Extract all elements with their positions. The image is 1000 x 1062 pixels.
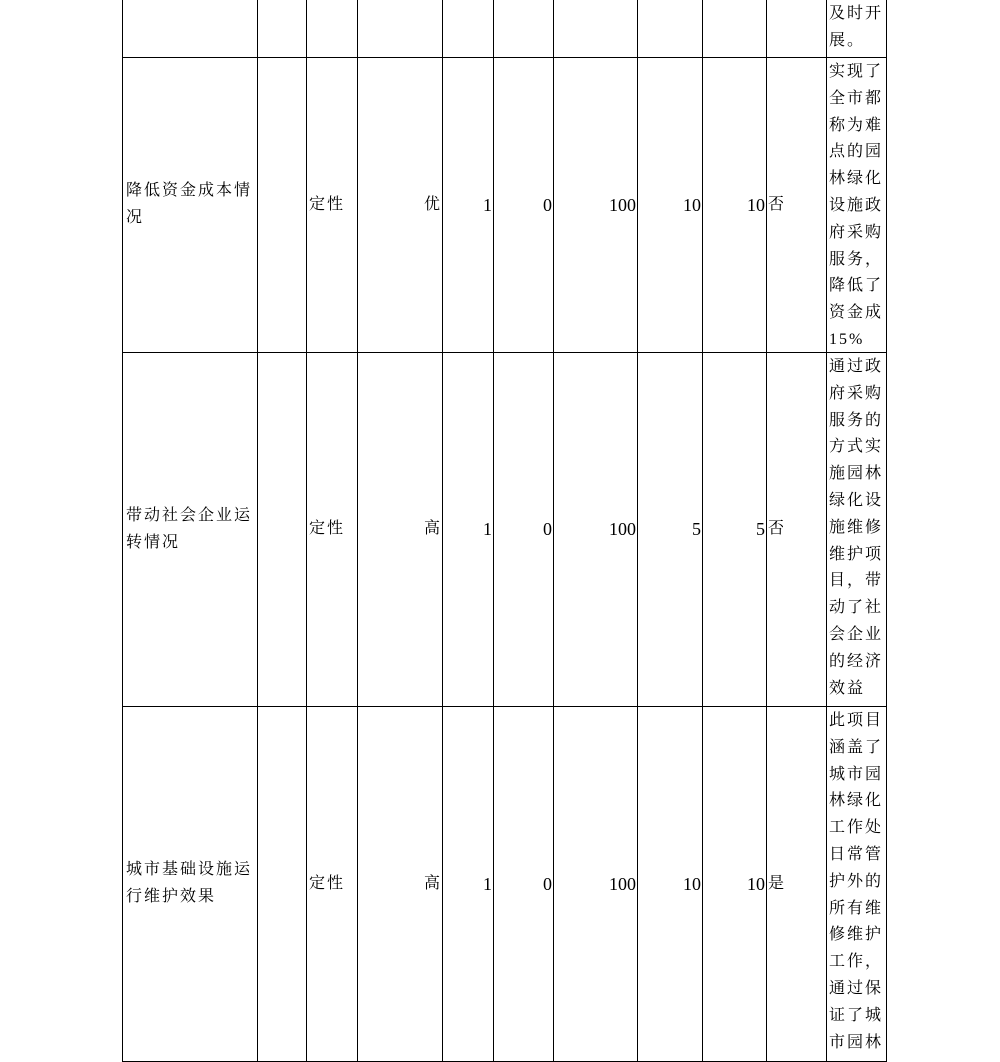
flag-cell	[767, 0, 827, 58]
evaluation-type-cell: 定性	[307, 707, 358, 1062]
note-cell	[827, 707, 887, 1062]
evaluation-type-cell	[307, 0, 358, 58]
value-cell: 100	[554, 707, 638, 1062]
value-cell: 0	[494, 707, 554, 1062]
note-text: 通过政府采购服务的方式实施园林绿化设施维修维护项目，带动了社会企业的经济效益	[829, 358, 884, 697]
evaluation-type-cell: 定性	[307, 58, 358, 353]
indicator-table	[122, 0, 887, 1062]
value-cell	[494, 0, 554, 58]
value-cell	[554, 0, 638, 58]
note-text: 此项目涵盖了城市园林绿化工作处日常管护外的所有维修维护工作，通过保证了城市园林	[829, 712, 884, 1051]
note-text: 实现了全市都称为难点的园林绿化设施政府采购服务，降低了资金成15%	[829, 63, 884, 348]
value-cell: 10	[638, 58, 703, 353]
value-cell: 10	[703, 58, 767, 353]
grade-cell	[358, 0, 443, 58]
grade-cell: 高	[358, 353, 443, 707]
blank-cell	[258, 707, 307, 1062]
note-text: 及时开展。	[829, 5, 884, 49]
flag-cell: 是	[767, 707, 827, 1062]
table-row	[123, 0, 887, 58]
value-cell: 1	[443, 58, 494, 353]
indicator-name-cell: 带动社会企业运转情况	[123, 353, 258, 707]
indicator-name-cell: 降低资金成本情况	[123, 58, 258, 353]
grade-cell: 优	[358, 58, 443, 353]
value-cell: 5	[638, 353, 703, 707]
value-cell: 10	[638, 707, 703, 1062]
value-cell: 10	[703, 707, 767, 1062]
value-cell	[703, 0, 767, 58]
value-cell: 1	[443, 707, 494, 1062]
value-cell: 1	[443, 353, 494, 707]
grade-cell: 高	[358, 707, 443, 1062]
evaluation-type-cell: 定性	[307, 353, 358, 707]
value-cell: 100	[554, 353, 638, 707]
table-row	[123, 58, 887, 353]
value-cell	[443, 0, 494, 58]
note-cell	[827, 58, 887, 353]
value-cell: 0	[494, 353, 554, 707]
value-cell: 0	[494, 58, 554, 353]
flag-cell: 否	[767, 353, 827, 707]
table-row	[123, 707, 887, 1062]
value-cell: 100	[554, 58, 638, 353]
value-cell	[638, 0, 703, 58]
value-cell: 5	[703, 353, 767, 707]
note-cell	[827, 0, 887, 58]
indicator-name-cell: 城市基础设施运行维护效果	[123, 707, 258, 1062]
indicator-name-cell	[123, 0, 258, 58]
flag-cell: 否	[767, 58, 827, 353]
blank-cell	[258, 353, 307, 707]
note-cell	[827, 353, 887, 707]
blank-cell	[258, 58, 307, 353]
table-row	[123, 353, 887, 707]
blank-cell	[258, 0, 307, 58]
